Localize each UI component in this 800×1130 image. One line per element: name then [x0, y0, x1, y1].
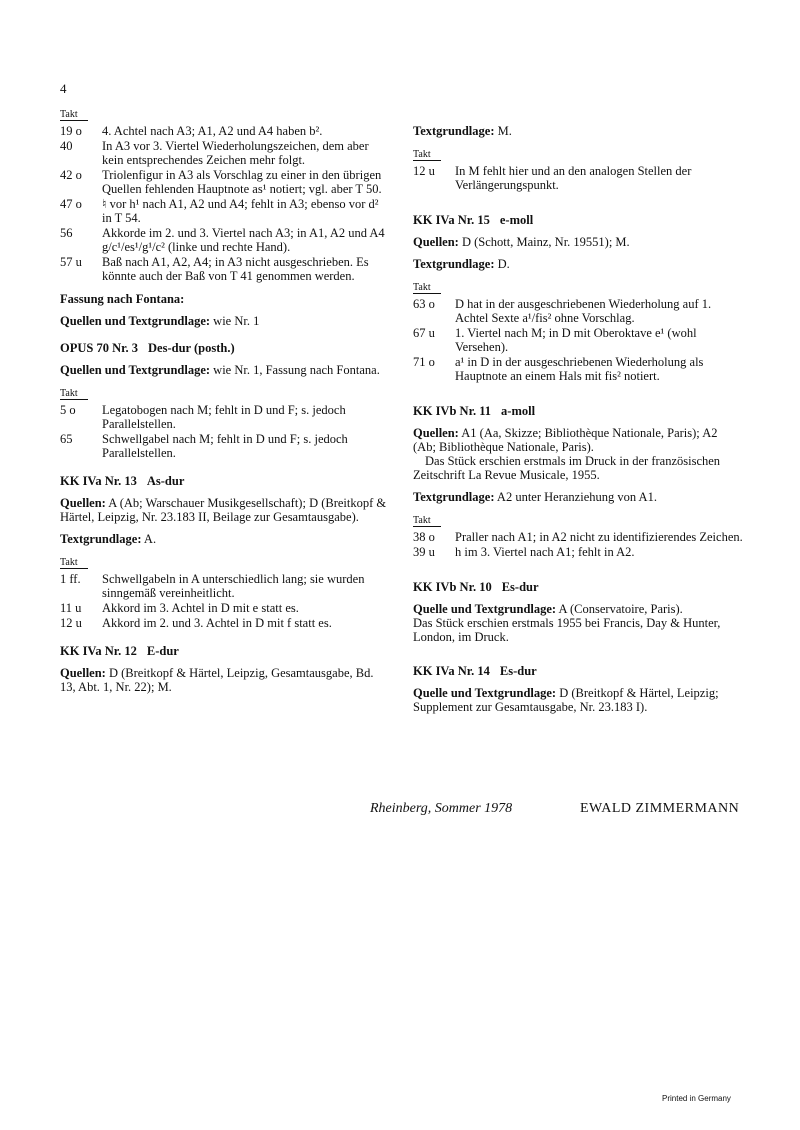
kk-10-note: Das Stück erschien erstmals 1955 bei Francis, Day & Hunter, London, im Druck.	[413, 616, 721, 644]
measure-ref: 63 o	[413, 297, 435, 311]
text: A1 (Aa, Skizze; Bibliothèque Nationale, Paris); A2 (Ab; Bibliothèque Nationale, Paris).	[413, 426, 718, 454]
entry-row	[60, 616, 390, 630]
entry-list-kk15	[413, 297, 743, 383]
label: Quellen und Textgrundlage:	[60, 363, 211, 377]
measure-ref: 47 o	[60, 197, 82, 211]
heading-key: E-dur	[146, 644, 179, 658]
measure-ref: 12 u	[60, 616, 82, 630]
entry-row	[60, 197, 390, 225]
entry-text: Akkorde im 2. und 3. Viertel nach A3; in A1, A2 und A4 g/c¹/es¹/g¹/c² (linke und rechte Hand).	[102, 226, 385, 254]
kk-10-sources	[413, 602, 743, 616]
entry-list-m	[413, 164, 743, 192]
kk-11-sources	[413, 426, 743, 454]
label: Textgrundlage:	[413, 490, 495, 504]
entry-row	[413, 530, 743, 544]
measure-ref: 11 u	[60, 601, 82, 615]
heading-number: KK IVb Nr. 11	[413, 404, 492, 418]
measure-ref: 57 u	[60, 255, 82, 269]
kk-14-heading	[413, 664, 743, 678]
takt-label: Takt	[413, 149, 441, 161]
heading-key: Des-dur (posth.)	[148, 341, 235, 355]
label: Quelle und Textgrundlage:	[413, 686, 557, 700]
measure-ref: 1 ff.	[60, 572, 81, 586]
entry-row	[413, 297, 743, 325]
entry-text: Triolenfigur in A3 als Vorschlag zu einer in den übrigen Quellen fehlenden Hauptnote as¹ notiert; vgl. aber T 50.	[102, 168, 382, 196]
takt-label: Takt	[60, 557, 88, 569]
kk-13-heading	[60, 474, 390, 488]
text: A2 unter Heranziehung von A1.	[494, 490, 657, 504]
kk-11-note: Das Stück erschien erstmals im Druck in der französischen Zeitschrift La Revue Musicale, 1955.	[413, 454, 721, 482]
text: A (Ab; Warschauer Musikgesellschaft); D (Breitkopf & Härtel, Leipzig, Nr. 23.183 II, Beilage zur Gesamtausgabe).	[60, 496, 387, 524]
label: Textgrundlage:	[60, 532, 142, 546]
entry-row	[60, 432, 390, 460]
text: D (Breitkopf & Härtel, Leipzig, Gesamtausgabe, Bd. 13, Abt. 1, Nr. 22); M.	[60, 666, 374, 694]
entry-row	[413, 164, 743, 192]
entry-row	[413, 326, 743, 354]
takt-label: Takt	[60, 109, 88, 121]
heading-number: KK IVa Nr. 14	[413, 664, 490, 678]
heading-number: KK IVb Nr. 10	[413, 580, 492, 594]
kk-15-textbasis	[413, 257, 743, 271]
page-number: 4	[60, 81, 67, 96]
heading-number: OPUS 70 Nr. 3	[60, 341, 139, 355]
entry-text: Baß nach A1, A2, A4; in A3 nicht ausgeschrieben. Es könnte auch der Baß von T 41 genommen werden.	[102, 255, 369, 283]
entry-row	[60, 601, 390, 615]
label: Quellen und Textgrundlage:	[60, 314, 211, 328]
label: Textgrundlage:	[413, 257, 495, 271]
entry-text: Praller nach A1; in A2 nicht zu identifizierendes Zeichen.	[455, 530, 743, 544]
measure-ref: 42 o	[60, 168, 82, 182]
entry-row	[60, 255, 390, 283]
entry-text: Legatobogen nach M; fehlt in D und F; s. jedoch Parallelstellen.	[102, 403, 346, 431]
entry-row	[413, 355, 743, 383]
fassung-sources	[60, 314, 390, 328]
entry-row	[60, 226, 390, 254]
measure-ref: 71 o	[413, 355, 435, 369]
entry-text: In M fehlt hier und an den analogen Stellen der Verlängerungspunkt.	[455, 164, 692, 192]
entry-text: a¹ in D in der ausgeschriebenen Wiederholung als Hauptnote an einem Hals mit fis² notiert.	[455, 355, 704, 383]
entry-list-kk11	[413, 530, 743, 559]
entry-text: 4. Achtel nach A3; A1, A2 und A4 haben b².	[102, 124, 323, 138]
kk-13-textbasis	[60, 532, 390, 546]
kk-12-heading	[60, 644, 390, 658]
entry-row	[60, 124, 390, 138]
text: wie Nr. 1	[210, 314, 260, 328]
left-column	[60, 106, 390, 694]
opus-70-3-heading	[60, 341, 390, 355]
label: Quellen:	[413, 235, 459, 249]
right-column	[413, 124, 743, 714]
measure-ref: 38 o	[413, 530, 435, 544]
entry-list-op70-2	[60, 124, 390, 283]
entry-text: 1. Viertel nach M; in D mit Oberoktave e¹ (wohl Versehen).	[455, 326, 697, 354]
heading-key: As-dur	[146, 474, 185, 488]
heading-key: Es-dur	[501, 580, 539, 594]
takt-label: Takt	[413, 282, 441, 294]
m-textbasis	[413, 124, 743, 138]
measure-ref: 5 o	[60, 403, 76, 417]
entry-text: D hat in der ausgeschriebenen Wiederholung auf 1. Achtel Sexte a¹/fis² ohne Vorschlag.	[455, 297, 712, 325]
kk-11-heading	[413, 404, 743, 418]
measure-ref: 65	[60, 432, 73, 446]
entry-list-kk13	[60, 572, 390, 630]
heading-key: a-moll	[501, 404, 536, 418]
heading-number: KK IVa Nr. 13	[60, 474, 137, 488]
entry-text: Akkord im 2. und 3. Achtel in D mit f statt es.	[102, 616, 332, 630]
text: M.	[494, 124, 512, 138]
text: D (Schott, Mainz, Nr. 19551); M.	[458, 235, 630, 249]
entry-row	[60, 139, 390, 167]
heading-number: KK IVa Nr. 15	[413, 213, 490, 227]
signature-name: EWALD ZIMMERMANN	[580, 801, 740, 816]
entry-text: Schwellgabeln in A unterschiedlich lang; sie wurden sinngemäß vereinheitlicht.	[102, 572, 365, 600]
signature-place-date: Rheinberg, Sommer 1978	[370, 801, 513, 816]
entry-row	[60, 403, 390, 431]
takt-label: Takt	[60, 388, 88, 400]
measure-ref: 19 o	[60, 124, 82, 138]
label: Textgrundlage:	[413, 124, 495, 138]
kk-14-sources	[413, 686, 743, 714]
printed-in-germany: Printed in Germany	[662, 1094, 731, 1103]
heading-key: Es-dur	[499, 664, 537, 678]
text: A (Conservatoire, Paris).	[556, 602, 683, 616]
label: Quelle und Textgrundlage:	[413, 602, 557, 616]
kk-15-heading	[413, 213, 743, 227]
entry-text: ♮ vor h¹ nach A1, A2 und A4; fehlt in A3; ebenso vor d² in T 54.	[102, 197, 379, 225]
label: Quellen:	[60, 666, 106, 680]
heading-key: e-moll	[499, 213, 534, 227]
kk-10-heading	[413, 580, 743, 594]
entry-list-op70-3	[60, 403, 390, 460]
entry-text: Akkord im 3. Achtel in D mit e statt es.	[102, 601, 299, 615]
entry-row	[413, 545, 743, 559]
opus-70-3-sources	[60, 363, 390, 377]
kk-11-textbasis	[413, 490, 743, 504]
kk-13-sources	[60, 496, 390, 524]
kk-15-sources	[413, 235, 743, 249]
takt-label: Takt	[413, 515, 441, 527]
measure-ref: 40	[60, 139, 73, 153]
text: A.	[141, 532, 157, 546]
entry-row	[60, 572, 390, 600]
text: D.	[494, 257, 510, 271]
label: Quellen:	[60, 496, 106, 510]
measure-ref: 12 u	[413, 164, 435, 178]
measure-ref: 56	[60, 226, 73, 240]
measure-ref: 39 u	[413, 545, 435, 559]
heading-number: KK IVa Nr. 12	[60, 644, 137, 658]
measure-ref: 67 u	[413, 326, 435, 340]
text: D (Breitkopf & Härtel, Leipzig; Supplement zur Gesamtausgabe, Nr. 23.183 I).	[413, 686, 719, 714]
text: wie Nr. 1, Fassung nach Fontana.	[210, 363, 380, 377]
label: Quellen:	[413, 426, 459, 440]
entry-text: h im 3. Viertel nach A1; fehlt in A2.	[455, 545, 635, 559]
fassung-heading: Fassung nach Fontana:	[60, 292, 185, 306]
entry-text: Schwellgabel nach M; fehlt in D und F; s. jedoch Parallelstellen.	[102, 432, 348, 460]
entry-row	[60, 168, 390, 196]
entry-text: In A3 vor 3. Viertel Wiederholungszeichen, dem aber kein entsprechendes Zeichen mehr folgt.	[102, 139, 369, 167]
kk-12-sources	[60, 666, 390, 694]
